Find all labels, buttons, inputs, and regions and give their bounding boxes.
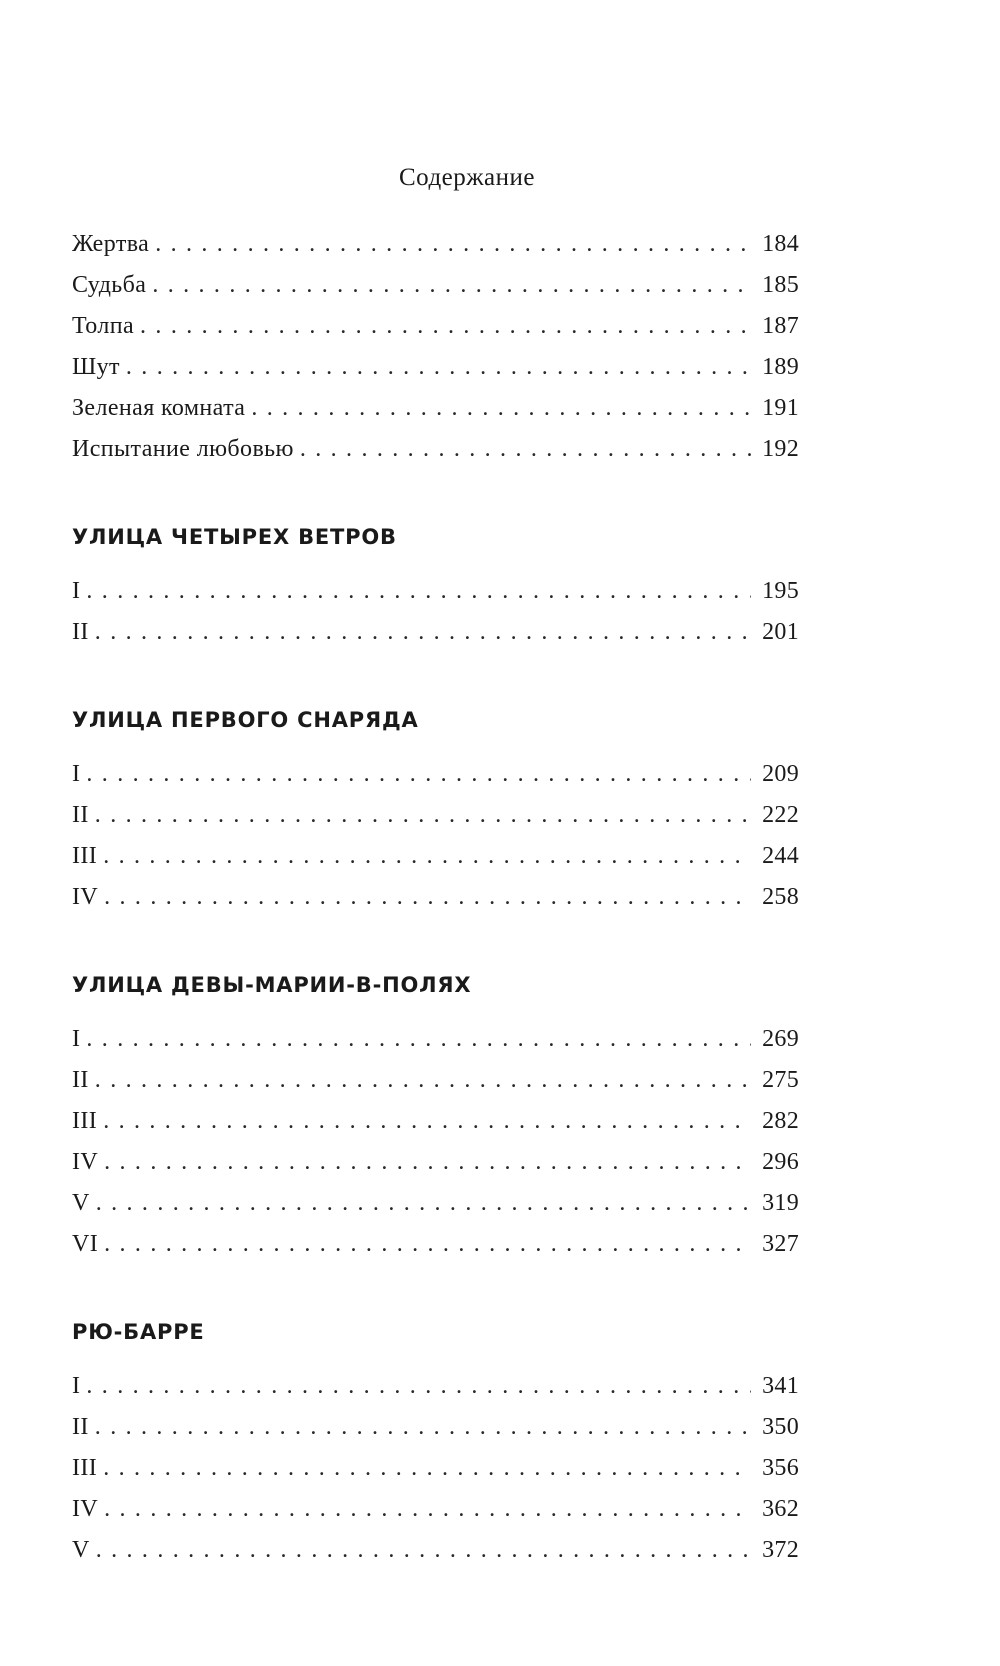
toc-entry <box>72 1064 799 1105</box>
table-of-contents <box>72 228 799 1575</box>
toc-entry <box>72 1146 799 1187</box>
toc-entry <box>72 228 799 269</box>
dot-leader <box>155 228 751 260</box>
entry-page-number: 319 <box>762 1190 799 1216</box>
entry-page-number: 185 <box>762 272 799 298</box>
toc-entry <box>72 351 799 392</box>
dot-leader <box>96 1534 751 1566</box>
toc-section <box>72 971 799 1269</box>
intro-entries <box>72 228 799 474</box>
section-heading: УЛИЦА ЧЕТЫРЕХ ВЕТРОВ <box>72 525 397 549</box>
dot-leader <box>95 1064 751 1096</box>
entry-page-number: 341 <box>762 1373 799 1399</box>
section-entries <box>72 1023 799 1269</box>
entry-page-number: 187 <box>762 313 799 339</box>
dot-leader <box>103 1105 751 1137</box>
entry-title: Толпа <box>72 313 135 339</box>
entry-page-number: 327 <box>762 1231 799 1257</box>
toc-entry <box>72 269 799 310</box>
entry-title: Зеленая комната <box>72 395 246 421</box>
section-heading: УЛИЦА ПЕРВОГО СНАРЯДА <box>72 708 419 732</box>
entry-title: IV <box>72 1496 99 1522</box>
entry-title: III <box>72 1108 98 1134</box>
entry-title: I <box>72 578 81 604</box>
toc-entry <box>72 310 799 351</box>
dot-leader <box>104 881 751 913</box>
section-heading: УЛИЦА ДЕВЫ-МАРИИ-В-ПОЛЯХ <box>72 973 472 997</box>
toc-entry <box>72 1411 799 1452</box>
section-entries <box>72 758 799 922</box>
toc-section <box>72 1318 799 1575</box>
toc-entry <box>72 1452 799 1493</box>
dot-leader <box>126 351 751 383</box>
entry-page-number: 362 <box>762 1496 799 1522</box>
dot-leader <box>95 1411 751 1443</box>
entry-page-number: 201 <box>762 619 799 645</box>
toc-entry <box>72 1023 799 1064</box>
dot-leader <box>86 1023 751 1055</box>
dot-leader <box>104 1146 751 1178</box>
entry-title: II <box>72 1414 89 1440</box>
section-entries <box>72 1370 799 1575</box>
dot-leader <box>104 1228 751 1260</box>
entry-title: I <box>72 1026 81 1052</box>
entry-title: VI <box>72 1231 99 1257</box>
dot-leader <box>300 433 751 465</box>
section-entries <box>72 575 799 657</box>
entry-page-number: 189 <box>762 354 799 380</box>
entry-title: V <box>72 1190 90 1216</box>
entry-title: III <box>72 1455 98 1481</box>
dot-leader <box>152 269 751 301</box>
toc-entry <box>72 799 799 840</box>
dot-leader <box>96 1187 751 1219</box>
toc-entry <box>72 616 799 657</box>
toc-entry <box>72 392 799 433</box>
entry-page-number: 184 <box>762 231 799 257</box>
toc-entry <box>72 575 799 616</box>
toc-entry <box>72 1370 799 1411</box>
entry-page-number: 244 <box>762 843 799 869</box>
entry-page-number: 269 <box>762 1026 799 1052</box>
section-heading: РЮ-БАРРЕ <box>72 1320 205 1344</box>
toc-entry <box>72 1228 799 1269</box>
entry-title: II <box>72 802 89 828</box>
entry-title: V <box>72 1537 90 1563</box>
toc-entry <box>72 758 799 799</box>
dot-leader <box>251 392 751 424</box>
toc-entry <box>72 1105 799 1146</box>
entry-title: Шут <box>72 354 120 380</box>
entry-title: III <box>72 843 98 869</box>
entry-title: II <box>72 619 89 645</box>
dot-leader <box>95 799 751 831</box>
dot-leader <box>95 616 751 648</box>
entry-page-number: 222 <box>762 802 799 828</box>
entry-title: Жертва <box>72 231 150 257</box>
entry-page-number: 192 <box>762 436 799 462</box>
entry-title: Судьба <box>72 272 147 298</box>
entry-page-number: 275 <box>762 1067 799 1093</box>
entry-page-number: 282 <box>762 1108 799 1134</box>
toc-entry <box>72 840 799 881</box>
toc-section <box>72 523 799 657</box>
toc-entry <box>72 1493 799 1534</box>
entry-title: Испытание любовью <box>72 436 294 462</box>
toc-sections <box>72 523 799 1575</box>
entry-title: II <box>72 1067 89 1093</box>
entry-page-number: 356 <box>762 1455 799 1481</box>
dot-leader <box>86 758 751 790</box>
toc-entry <box>72 1187 799 1228</box>
entry-page-number: 209 <box>762 761 799 787</box>
entry-title: IV <box>72 884 99 910</box>
entry-page-number: 296 <box>762 1149 799 1175</box>
entry-page-number: 195 <box>762 578 799 604</box>
page-title: Содержание <box>399 164 535 191</box>
entry-title: I <box>72 1373 81 1399</box>
dot-leader <box>86 1370 751 1402</box>
dot-leader <box>103 840 751 872</box>
entry-title: I <box>72 761 81 787</box>
dot-leader <box>103 1452 751 1484</box>
dot-leader <box>86 575 751 607</box>
entry-page-number: 191 <box>762 395 799 421</box>
dot-leader <box>104 1493 751 1525</box>
entry-title: IV <box>72 1149 99 1175</box>
toc-entry <box>72 1534 799 1575</box>
entry-page-number: 350 <box>762 1414 799 1440</box>
dot-leader <box>140 310 751 342</box>
toc-entry <box>72 433 799 474</box>
entry-page-number: 258 <box>762 884 799 910</box>
toc-section <box>72 706 799 922</box>
toc-entry <box>72 881 799 922</box>
entry-page-number: 372 <box>762 1537 799 1563</box>
